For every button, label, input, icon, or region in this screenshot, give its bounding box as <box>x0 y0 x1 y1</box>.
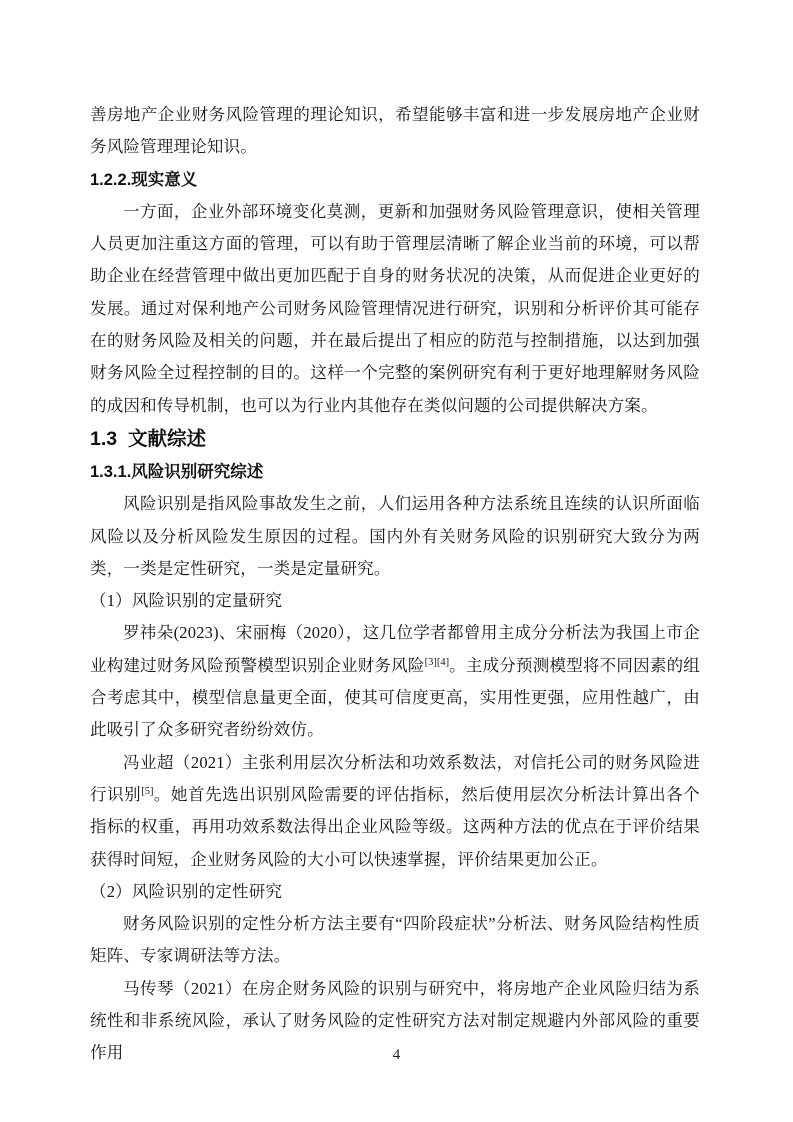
citation-marker: [3][4] <box>424 656 450 668</box>
paragraph-text: 。主成分预测模型将不同因素的组合考虑其中，模型信息量更全面，使其可信度更高，实用性更强，应用性越广，由此吸引了众多研究者纷纷效仿。 <box>90 655 701 740</box>
paragraph-continuation: 善房地产企业财务风险管理的理论知识，希望能够丰富和进一步发展房地产企业财务风险管理理论知识。 <box>90 105 700 157</box>
paragraph: 一方面，企业外部环境变化莫测，更新和加强财务风险管理意识，使相关管理人员更加注重这方面的管理，可以有助于管理层清晰了解企业当前的环境，可以帮助企业在经营管理中做出更加匹配于自身的财务状况的决策，从而促进企业更好的发展。通过对保利地产公司财务风险管理情况进行研究，识别和分析评价其可能存在的财务风险及相关的问题，并在最后提出了相应的防范与控制措施，以达到加强财务风险全过程控制的目的。这样一个完整的案例研究有利于更好地理解财务风险的成因和传导机制，也可以为行业内其他存在类似问题的公司提供解决方案。 <box>90 201 700 415</box>
list-item-2: （2）风险识别的定性研究 <box>90 881 283 901</box>
paragraph: 马传琴（2021）在房企财务风险的识别与研究中，将房地产企业风险归结为系统性和非系统风险，承认了财务风险的定性研究方法对制定规避内外部风险的重要作用 <box>90 978 700 1063</box>
citation-marker: [5] <box>141 785 154 797</box>
paragraph-with-citation <box>90 747 700 876</box>
page-content <box>90 99 700 1070</box>
paragraph: 财务风险识别的定性分析方法主要有“四阶段症状”分析法、财务风险结构性质矩阵、专家调研法等方法。 <box>90 914 700 966</box>
paragraph-text: 冯业超（2021）主张利用层次分析法和功效系数法，对信托公司的财务风险进行识别 <box>90 752 700 804</box>
section-heading-1-3: 1.3 文献综述 <box>90 427 206 450</box>
page-number: 4 <box>392 1047 401 1063</box>
paragraph-text: 罗祎朵(2023)、宋丽梅（2020），这几位学者都曾用主成分分析法为我国上市企业构建过财务风险预警模型识别企业财务风险 <box>90 623 700 675</box>
section-heading-1-3-1: 1.3.1.风险识别研究综述 <box>90 462 264 481</box>
section-heading-1-2-2: 1.2.2.现实意义 <box>90 170 198 189</box>
list-item-1: （1）风险识别的定量研究 <box>90 591 283 611</box>
paragraph-with-citation <box>90 617 700 746</box>
paragraph-text: 。她首先选出识别风险需要的评估指标，然后使用层次分析法计算出各个指标的权重，再用功效系数法得出企业风险等级。这两种方法的优点在于评价结果获得时间短，企业财务风险的大小可以快速掌握，评价结果更加公正。 <box>90 784 700 869</box>
paragraph: 风险识别是指风险事故发生之前，人们运用各种方法系统且连续的认识所面临风险以及分析风险发生原因的过程。国内外有关财务风险的识别研究大致分为两类，一类是定性研究，一类是定量研究。 <box>90 494 700 578</box>
